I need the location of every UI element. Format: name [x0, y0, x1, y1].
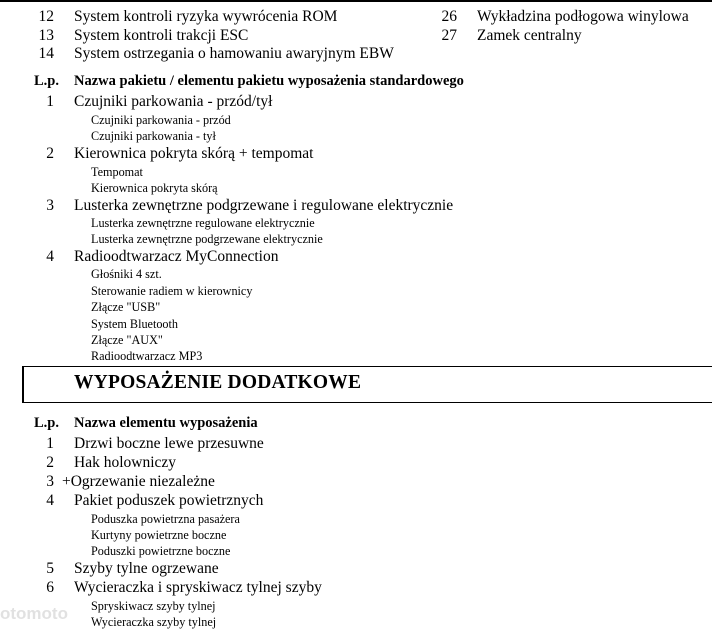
sub-item: Lusterka zewnętrzne podgrzewane elektrycznie [91, 232, 323, 246]
list-number: 14 [38, 45, 54, 62]
list-number: 27 [441, 27, 457, 44]
item-number: 1 [46, 435, 54, 452]
item-name: Wycieraczka i spryskiwacz tylnej szyby [74, 579, 322, 596]
sub-item: Czujniki parkowania - tył [91, 129, 216, 143]
item-number: 2 [46, 454, 54, 471]
item-number: 4 [46, 492, 54, 509]
optional-header-name: Nazwa elementu wyposażenia [74, 415, 258, 431]
sub-item: Kurtyny powietrzne boczne [91, 528, 227, 542]
list-number: 13 [38, 27, 54, 44]
sub-item: Złącze "USB" [91, 300, 161, 314]
item-number: 1 [46, 93, 54, 110]
item-name: Pakiet poduszek powietrznych [74, 492, 264, 509]
item-name: Kierownica pokryta skórą + tempomat [74, 145, 314, 162]
sub-item: Spryskiwacz szyby tylnej [91, 599, 216, 613]
sub-item: Kierownica pokryta skórą [91, 181, 218, 195]
item-name: Szyby tylne ogrzewane [74, 560, 219, 577]
list-item: Wykładzina podłogowa winylowa [477, 8, 689, 25]
sub-item: Poduszki powietrzne boczne [91, 544, 231, 558]
item-number: 3 [46, 473, 54, 490]
sub-item: Czujniki parkowania - przód [91, 113, 231, 127]
sub-item: System Bluetooth [91, 317, 179, 331]
list-item: System ostrzegania o hamowaniu awaryjnym EBW [74, 45, 394, 62]
standard-header-lp: L.p. [34, 73, 59, 89]
item-name: +Ogrzewanie niezależne [62, 473, 215, 490]
list-number: 12 [38, 8, 54, 25]
sub-item: Radioodtwarzacz MP3 [91, 349, 203, 363]
item-name: Hak holowniczy [74, 454, 177, 471]
sub-item: Tempomat [91, 165, 143, 179]
item-number: 5 [46, 560, 54, 577]
list-item: System kontroli trakcji ESC [74, 27, 249, 44]
list-number: 26 [441, 8, 457, 25]
top-rule [0, 0, 712, 2]
list-item: System kontroli ryzyka wywrócenia ROM [74, 8, 338, 25]
sub-item: Głośniki 4 szt. [91, 267, 162, 281]
item-number: 2 [46, 145, 54, 162]
sub-item: Poduszka powietrzna pasażera [91, 512, 240, 526]
list-item: Zamek centralny [477, 27, 582, 44]
standard-header-name: Nazwa pakietu / elementu pakietu wyposażenia standardowego [74, 73, 464, 89]
sub-item: Złącze "AUX" [91, 333, 163, 347]
sub-item: Lusterka zewnętrzne regulowane elektrycznie [91, 216, 315, 230]
section-title: WYPOSAŻENIE DODATKOWE [74, 372, 362, 393]
item-number: 4 [46, 248, 54, 265]
sub-item: Wycieraczka szyby tylnej [91, 615, 217, 629]
item-name: Radioodtwarzacz MyConnection [74, 248, 279, 265]
sub-item: Sterowanie radiem w kierownicy [91, 284, 253, 298]
optional-header-lp: L.p. [34, 415, 59, 431]
item-number: 6 [46, 579, 54, 596]
item-name: Lusterka zewnętrzne podgrzewane i regulowane elektrycznie [74, 197, 454, 214]
item-name: Czujniki parkowania - przód/tył [74, 93, 273, 110]
item-name: Drzwi boczne lewe przesuwne [74, 435, 264, 452]
item-number: 3 [46, 197, 54, 214]
watermark-logo: otomoto [0, 604, 68, 623]
